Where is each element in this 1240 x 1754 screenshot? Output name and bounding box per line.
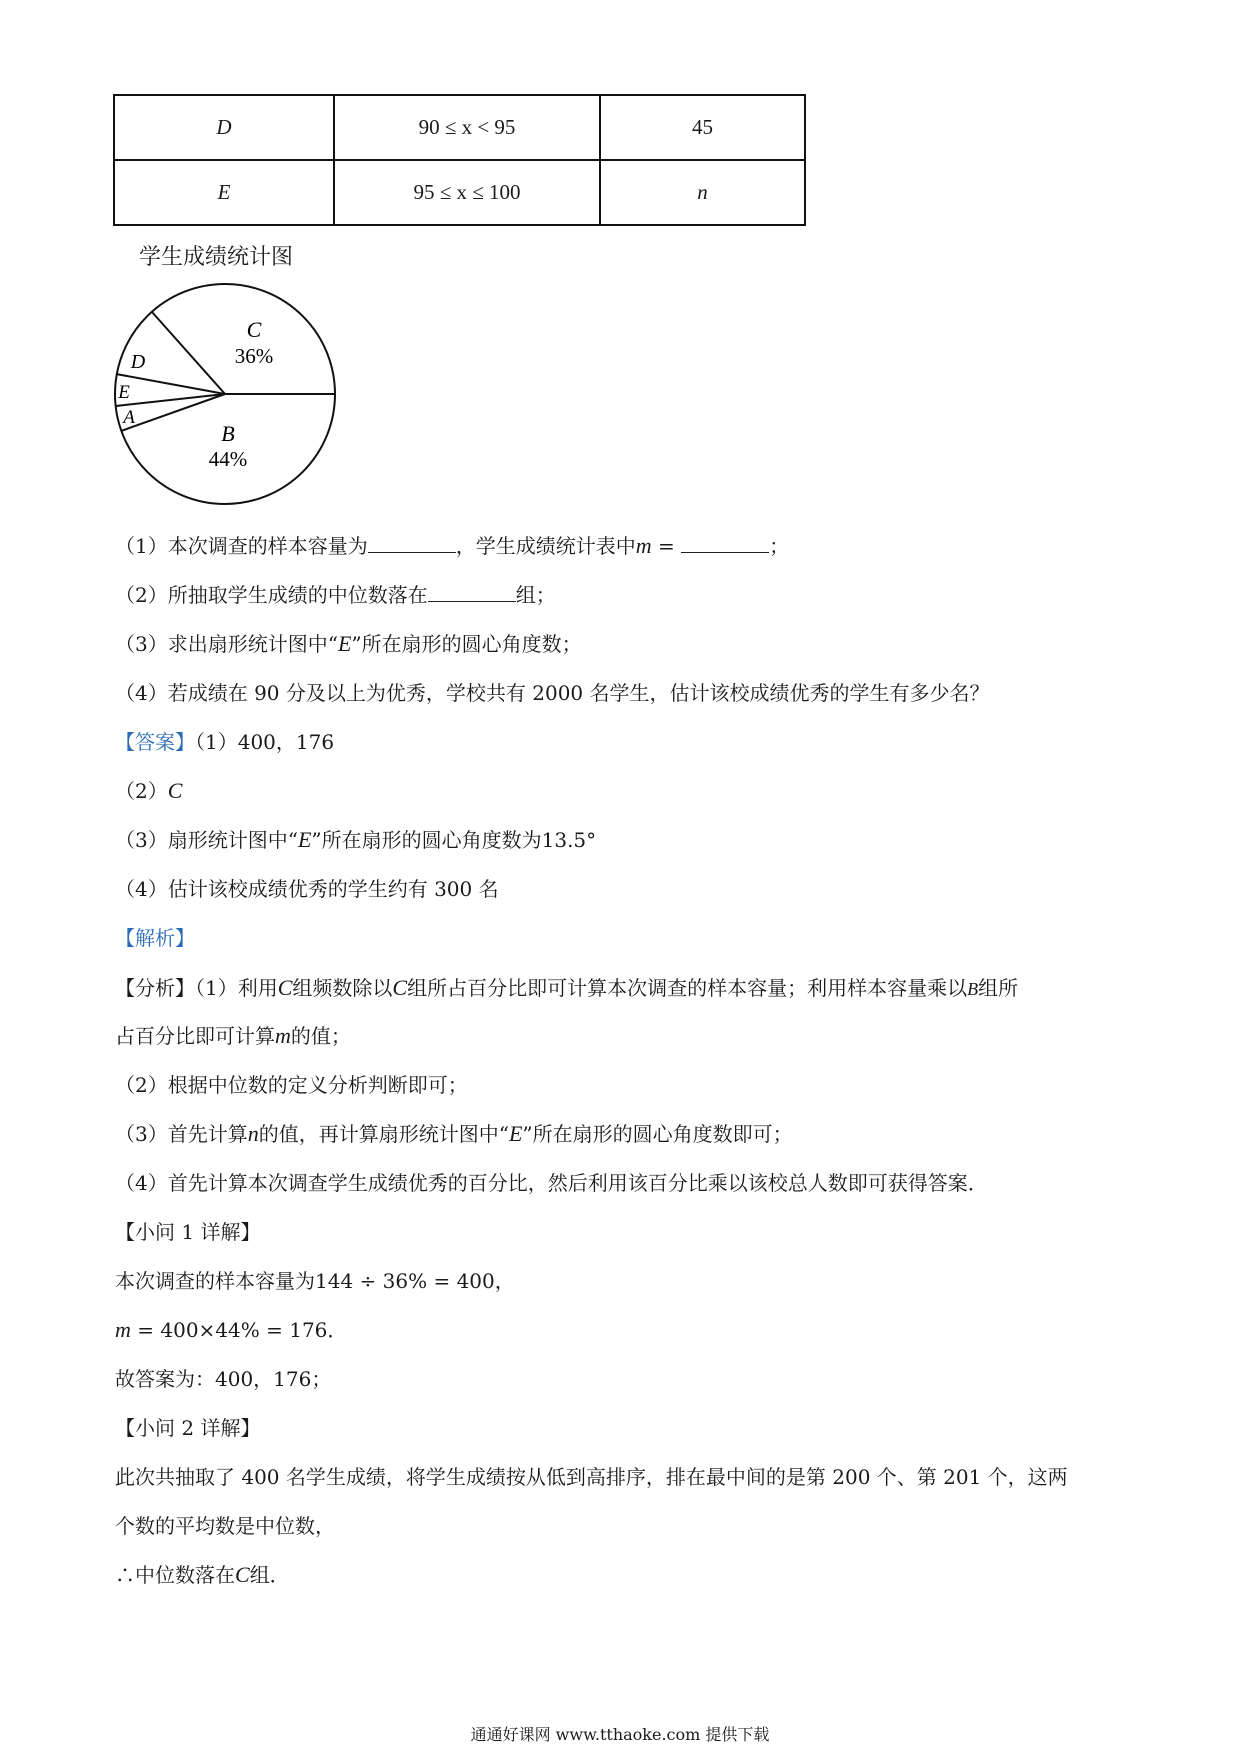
- detail-2-line-2: 个数的平均数是中位数，: [115, 1514, 335, 1538]
- detail-1-line-1: 本次调查的样本容量为144 ÷ 36% = 400，: [115, 1269, 515, 1293]
- detail-1-heading: 【小问 1 详解】: [115, 1220, 261, 1244]
- cell-group: D: [114, 95, 334, 160]
- cell-count: 45: [600, 95, 805, 160]
- analysis-1-cont: 占百分比即可计算m的值；: [115, 1023, 351, 1048]
- question-3: （3）求出扇形统计图中“E”所在扇形的圆心角度数；: [115, 631, 582, 656]
- answer-1: 【答案】（1）400，176: [115, 730, 335, 754]
- answer-blank: [428, 581, 516, 602]
- footer-credit: 通通好课网 www.tthaoke.com 提供下载: [470, 1725, 770, 1744]
- answer-tag: 【答案】: [115, 730, 195, 754]
- cell-range: 95 ≤ x ≤ 100: [334, 160, 600, 225]
- slice-label-d: D: [130, 351, 146, 373]
- cell-group: E: [114, 160, 334, 225]
- analysis-tag: 【解析】: [115, 926, 195, 950]
- detail-1-line-2: m = 400×44% = 176．: [115, 1317, 348, 1342]
- slice-value-c: 36%: [234, 344, 274, 368]
- question-1: （1）本次调查的样本容量为 ，学生成绩统计表中m = ；: [115, 533, 790, 558]
- answer-blank: [681, 532, 769, 553]
- score-table: [113, 94, 806, 226]
- detail-2-line-1: 此次共抽取了 400 名学生成绩，将学生成绩按从低到高排序，排在最中间的是第 200 个、第 201 个，这两: [115, 1465, 1068, 1489]
- cell-range: 90 ≤ x < 95: [334, 95, 600, 160]
- answer-4: （4）估计该校成绩优秀的学生约有 300 名: [115, 877, 499, 901]
- slice-label-a: A: [123, 407, 135, 428]
- slice-value-b: 44%: [208, 447, 248, 471]
- slice-label-e: E: [118, 382, 130, 403]
- answer-3: （3）扇形统计图中“E”所在扇形的圆心角度数为13.5°: [115, 827, 597, 852]
- slice-label-c: C: [246, 317, 262, 342]
- pie-chart: [108, 276, 348, 516]
- answer-2: （2）C: [115, 778, 183, 803]
- analysis-4: （4）首先计算本次调查学生成绩优秀的百分比，然后利用该百分比乘以该校总人数即可获得答案．: [115, 1171, 988, 1195]
- answer-blank: [368, 532, 456, 553]
- detail-2-line-3: ∴中位数落在C组．: [115, 1562, 290, 1587]
- analysis-2: （2）根据中位数的定义分析判断即可；: [115, 1073, 468, 1097]
- analysis-3: （3）首先计算n的值，再计算扇形统计图中“E”所在扇形的圆心角度数即可；: [115, 1121, 793, 1146]
- table-row: [114, 95, 805, 160]
- cell-count: n: [600, 160, 805, 225]
- table-row: [114, 160, 805, 225]
- question-2: （2）所抽取学生成绩的中位数落在 组；: [115, 583, 556, 607]
- slice-label-b: B: [221, 421, 235, 446]
- analysis-1: 【分析】（1）利用C组频数除以C组所占百分比即可计算本次调查的样本容量；利用样本容量乘以B组所: [115, 975, 1019, 1000]
- detail-1-line-3: 故答案为：400，176；: [115, 1367, 332, 1391]
- chart-title: 学生成绩统计图: [139, 245, 294, 270]
- question-4: （4）若成绩在 90 分及以上为优秀，学校共有 2000 名学生，估计该校成绩优秀的学生有多少名？: [115, 681, 990, 705]
- detail-2-heading: 【小问 2 详解】: [115, 1416, 261, 1440]
